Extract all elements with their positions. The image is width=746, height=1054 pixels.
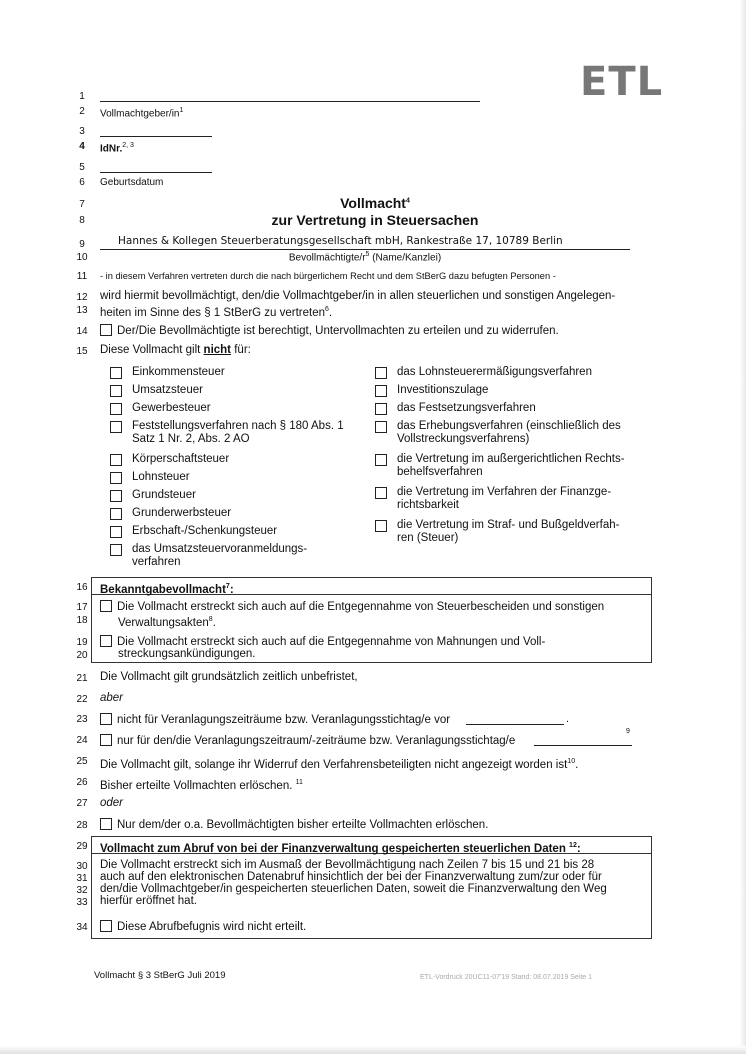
line-number: 30 <box>76 861 88 872</box>
line-number: 20 <box>76 650 88 661</box>
footnote-9: 9 <box>626 728 630 735</box>
line-number: 28 <box>76 820 88 831</box>
abruf-line-32: den/die Vollmachtgeber/in gespeicherten steuerlichen Daten, soweit die Finanzverwaltung den Weg <box>100 883 607 895</box>
line-26-text: Bisher erteilte Vollmachten erlöschen. $^{11}$ <box>100 779 303 792</box>
line-number: 14 <box>76 326 88 337</box>
grantor-line[interactable] <box>100 101 480 102</box>
exclusion-checkbox[interactable] <box>110 490 122 502</box>
exclusion-checkbox[interactable] <box>375 454 387 466</box>
idnr-line[interactable] <box>100 136 212 137</box>
exclusion-checkbox[interactable] <box>110 454 122 466</box>
birthdate-line[interactable] <box>100 172 212 173</box>
line-15-text: Diese Vollmacht gilt nicht für: <box>100 344 251 356</box>
line-number: 7 <box>79 199 85 210</box>
bekanntgabe-option-2-cont: streckungsankündigungen. <box>118 648 256 660</box>
exclusion-checkbox[interactable] <box>110 385 122 397</box>
subproxy-option[interactable]: Der/Die Bevollmächtigte ist berechtigt, Untervollmachten zu erteilen und zu widerrufen. <box>100 324 559 338</box>
line-number: 8 <box>79 215 85 226</box>
line-number: 4 <box>79 141 85 152</box>
etl-logo: ETL <box>580 59 664 105</box>
line-13-text: heiten im Sinne des § 1 StBerG zu vertreten$^6$. <box>100 306 333 319</box>
representative-name: Hannes & Kollegen Steuerberatungsgesellschaft mbH, Rankestraße 17, 10789 Berlin <box>118 235 563 247</box>
exclusion-checkbox[interactable] <box>375 385 387 397</box>
line-number: 16 <box>76 582 88 593</box>
idnr-label: IdNr.$^{2, 3}$ <box>100 142 134 155</box>
footer-right: ETL-Vordruck 20UC11-07'19 Stand: 08.07.2019 Seite 1 <box>420 974 593 981</box>
bekanntgabe-checkbox-1[interactable] <box>100 600 112 612</box>
abruf-decline-checkbox[interactable] <box>100 920 112 932</box>
representative-line <box>100 249 630 250</box>
subproxy-checkbox[interactable] <box>100 324 112 336</box>
line-number: 11 <box>76 271 88 282</box>
line-number: 22 <box>76 694 88 705</box>
line-number: 26 <box>76 777 88 788</box>
bekanntgabe-heading: Bekanntgabevollmacht$^7$: <box>100 583 234 596</box>
line-number: 19 <box>76 637 88 648</box>
line-25-text: Die Vollmacht gilt, solange ihr Widerruf den Verfahrensbeteiligten nicht angezeigt worden ist$^{10}$. <box>100 758 579 771</box>
footer-left: Vollmacht § 3 StBerG Juli 2019 <box>94 970 226 981</box>
document-subtitle: zur Vertretung in Steuersachen <box>271 212 479 228</box>
abruf-heading: Vollmacht zum Abruf von bei der Finanzverwaltung gespeicherten steuerlichen Daten $^{12}$: <box>100 842 581 855</box>
exclusion-checkbox[interactable] <box>110 367 122 379</box>
exclusion-checkbox[interactable] <box>375 520 387 532</box>
line-number: 21 <box>76 673 88 684</box>
line-number: 31 <box>76 873 88 884</box>
validity-before-checkbox[interactable] <box>100 713 112 725</box>
scan-bottom-edge <box>0 1046 746 1054</box>
line-number: 10 <box>76 252 88 263</box>
line-number: 25 <box>76 756 88 767</box>
exclusion-checkbox[interactable] <box>375 487 387 499</box>
exclusion-checkbox[interactable] <box>110 472 122 484</box>
abruf-line-33: hierfür eröffnet hat. <box>100 895 197 907</box>
line-21-text: Die Vollmacht gilt grundsätzlich zeitlich unbefristet, <box>100 671 358 683</box>
line-11-text: - in diesem Verfahren vertreten durch die nach bürgerlichem Recht und dem StBerG dazu befugten Personen - <box>100 271 556 281</box>
document-title: Vollmacht$^4$ <box>340 195 410 211</box>
bekanntgabe-option-2[interactable]: Die Vollmacht erstreckt sich auch auf die Entgegennahme von Mahnungen und Voll- <box>100 635 545 649</box>
validity-only-option[interactable]: nur für den/die Veranlagungszeitraum/-zeiträume bzw. Veranlagungsstichtag/e <box>100 734 515 748</box>
exclusion-list-right: das Lohnsteuerermäßigungsverfahren Investitionszulage das Festsetzungsverfahren das Erhebungsverfahren (einschließlich des Vollstreckungsverfahrens) die Vertretung im außergerichtlichen Rechts- behelfsverfahren die Vertretung im Verfahren der Finanzge- richtsbarkeit die Vertretung im Straf- und Bußgeldverfah- ren (Steuer) <box>375 366 665 556</box>
line-number: 1 <box>79 91 85 102</box>
scan-edge <box>740 0 746 1054</box>
line-number: 23 <box>76 714 88 725</box>
validity-only-checkbox[interactable] <box>100 734 112 746</box>
grantor-label: Vollmachtgeber/$in^1$ <box>100 107 184 120</box>
line-number: 24 <box>76 735 88 746</box>
line-number: 2 <box>79 106 85 117</box>
line-number: 9 <box>79 239 85 250</box>
line-number: 6 <box>79 177 85 188</box>
line-number: 13 <box>76 305 88 316</box>
abruf-line-30: Die Vollmacht erstreckt sich im Ausmaß der Bevollmächtigung nach Zeilen 7 bis 15 und 21 bis 28 <box>100 859 595 871</box>
line-number: 27 <box>76 798 88 809</box>
bekanntgabe-checkbox-2[interactable] <box>100 635 112 647</box>
line-number: 34 <box>76 922 88 933</box>
exclusion-checkbox[interactable] <box>375 421 387 433</box>
line-12-text: wird hiermit bevollmächtigt, den/die Vollmachtgeber/in in allen steuerlichen und sonstigen Angelegen- <box>100 290 616 302</box>
exclusion-checkbox[interactable] <box>110 508 122 520</box>
exclusion-checkbox[interactable] <box>110 526 122 538</box>
birthdate-label: Geburtsdatum <box>100 177 164 188</box>
line-number: 15 <box>76 346 88 357</box>
line-27-text: oder <box>100 797 124 809</box>
validity-only-field[interactable] <box>534 745 632 746</box>
period: . <box>566 713 570 725</box>
line-22-text: aber <box>100 692 124 704</box>
representative-label: Bevollmächtigte/$r^5$ (Name/Kanzlei) <box>288 251 442 264</box>
exclusion-checkbox[interactable] <box>110 544 122 556</box>
line-number: 17 <box>76 602 88 613</box>
exclusion-checkbox[interactable] <box>110 421 122 433</box>
revoke-prior-checkbox[interactable] <box>100 818 112 830</box>
exclusion-checkbox[interactable] <box>375 403 387 415</box>
line-number: 12 <box>76 292 88 303</box>
line-number: 33 <box>76 897 88 908</box>
exclusion-list-left: Einkommensteuer Umsatzsteuer Gewerbesteuer Feststellungsverfahren nach § 180 Abs. 1 Satz 1 Nr. 2, Abs. 2 AO Körperschaftsteuer Lohnsteuer Grundsteuer Grunderwerbsteuer Erbschaft-/Schenkungsteuer das Umsatzsteuervoranmeldungs- verfahren <box>110 366 370 576</box>
line-number: 5 <box>79 162 85 173</box>
validity-before-option[interactable]: nicht für Veranlagungszeiträume bzw. Veranlagungsstichtag/e vor <box>100 713 450 727</box>
abruf-decline-option[interactable]: Diese Abrufbefugnis wird nicht erteilt. <box>100 920 306 934</box>
abruf-line-31: auch auf den elektronischen Datenabruf hinsichtlich der bei der Finanzverwaltung zum/zur oder für <box>100 871 602 883</box>
revoke-prior-option[interactable]: Nur dem/der o.a. Bevollmächtigten bisher erteilte Vollmachten erlöschen. <box>100 818 488 832</box>
bekanntgabe-option-1-cont: Verwaltungsakten$^8$. <box>118 616 216 629</box>
line-number: 32 <box>76 885 88 896</box>
exclusion-checkbox[interactable] <box>110 403 122 415</box>
line-number: 18 <box>76 615 88 626</box>
validity-before-field[interactable] <box>466 724 564 725</box>
line-number: 3 <box>79 126 85 137</box>
exclusion-checkbox[interactable] <box>375 367 387 379</box>
line-number: 29 <box>76 841 88 852</box>
bekanntgabe-option-1[interactable]: Die Vollmacht erstreckt sich auch auf die Entgegennahme von Steuerbescheiden und sonstigen <box>100 600 604 614</box>
